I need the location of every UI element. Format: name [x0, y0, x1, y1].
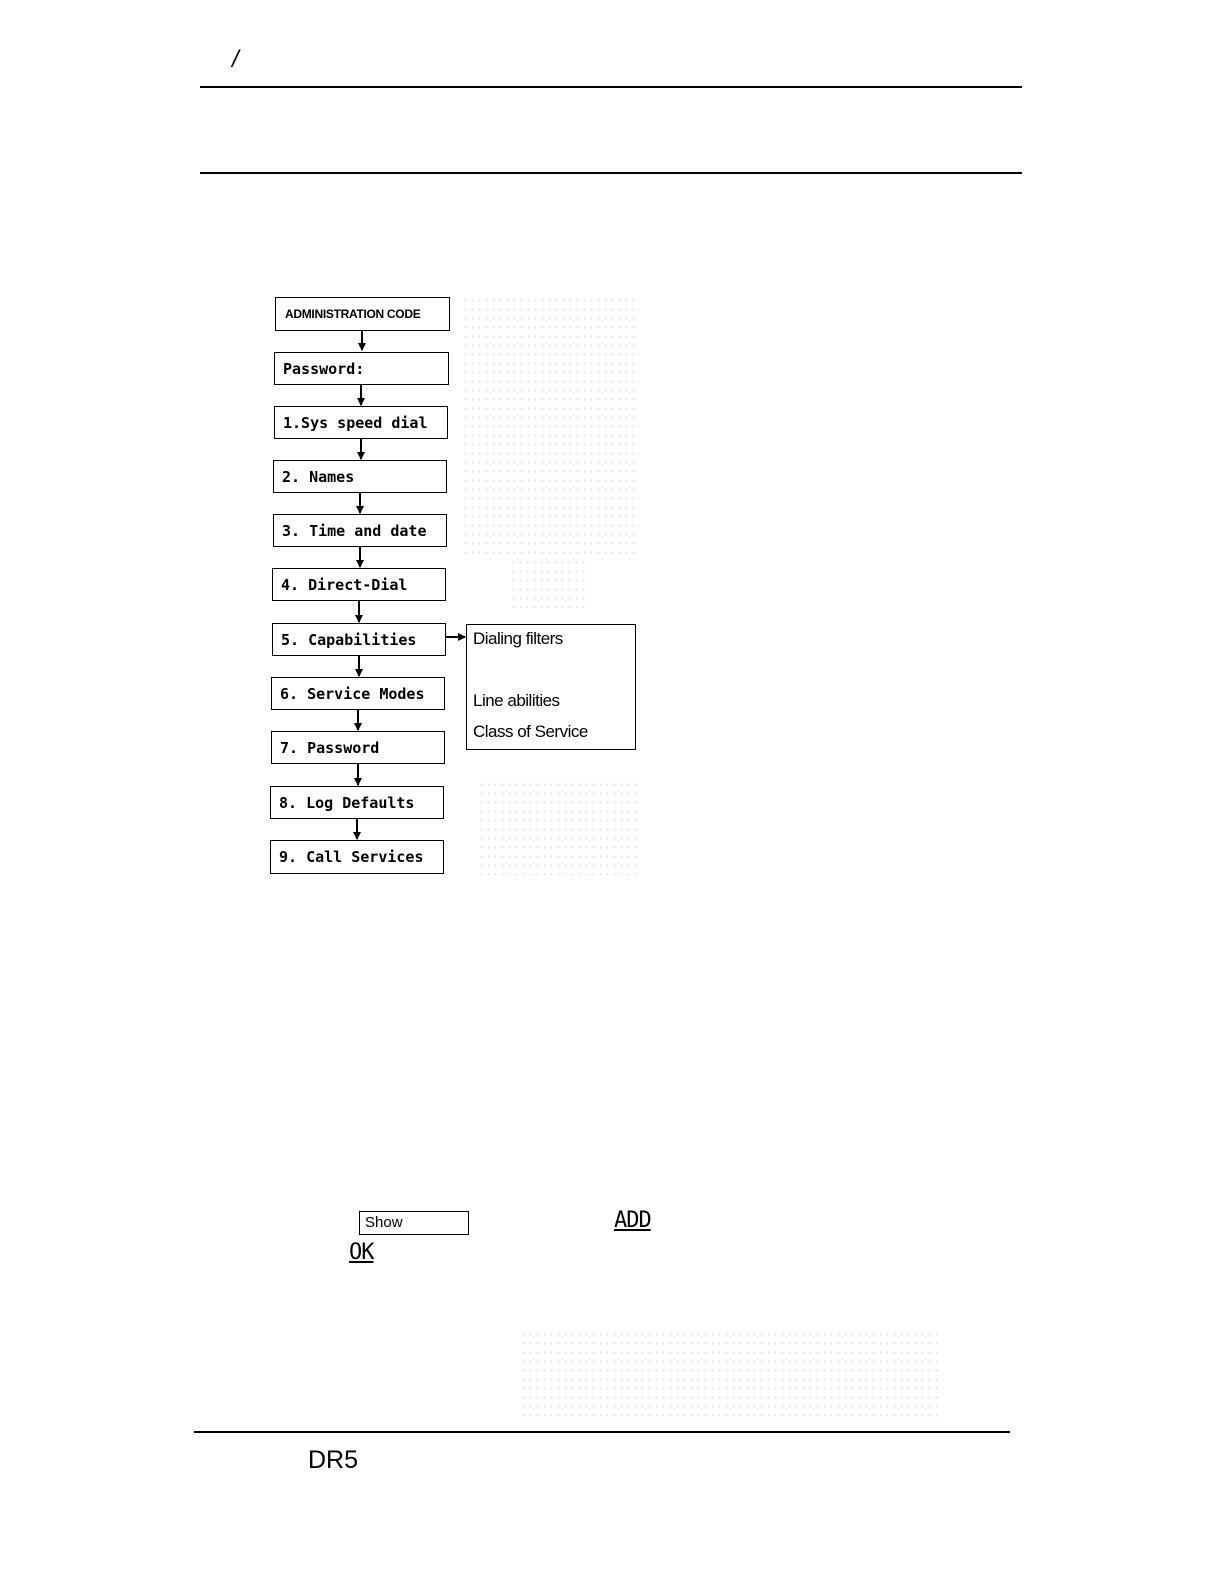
- add-key-label: ADD: [614, 1208, 651, 1233]
- header-slash: /: [232, 46, 239, 73]
- submenu-item-dialing-filters: Dialing filters: [473, 629, 563, 648]
- ok-key-label: OK: [349, 1240, 374, 1265]
- flow-box-log-defaults: 8. Log Defaults: [270, 786, 444, 819]
- footer-label: DR5: [308, 1446, 359, 1474]
- show-key-label: Show: [359, 1211, 469, 1235]
- flow-box-password-prompt: Password:: [274, 352, 449, 385]
- flow-box-call-services: 9. Call Services: [270, 840, 444, 874]
- flow-box-service-modes: 6. Service Modes: [271, 677, 445, 710]
- submenu-item-line-abilities: Line abilities: [473, 691, 560, 710]
- flow-box-administration-code: ADMINISTRATION CODE: [275, 297, 450, 331]
- flow-box-capabilities: 5. Capabilities: [272, 623, 446, 656]
- flow-box-direct-dial: 4. Direct-Dial: [272, 568, 446, 601]
- capabilities-submenu: [466, 624, 636, 750]
- flow-box-time-and-date: 3. Time and date: [273, 514, 447, 547]
- submenu-item-class-of-service: Class of Service: [473, 722, 588, 741]
- bottom-rule: [194, 1431, 1010, 1433]
- flow-box-names: 2. Names: [273, 460, 447, 493]
- flow-box-password: 7. Password: [271, 731, 445, 764]
- flow-box-sys-speed-dial: 1.Sys speed dial: [274, 406, 448, 439]
